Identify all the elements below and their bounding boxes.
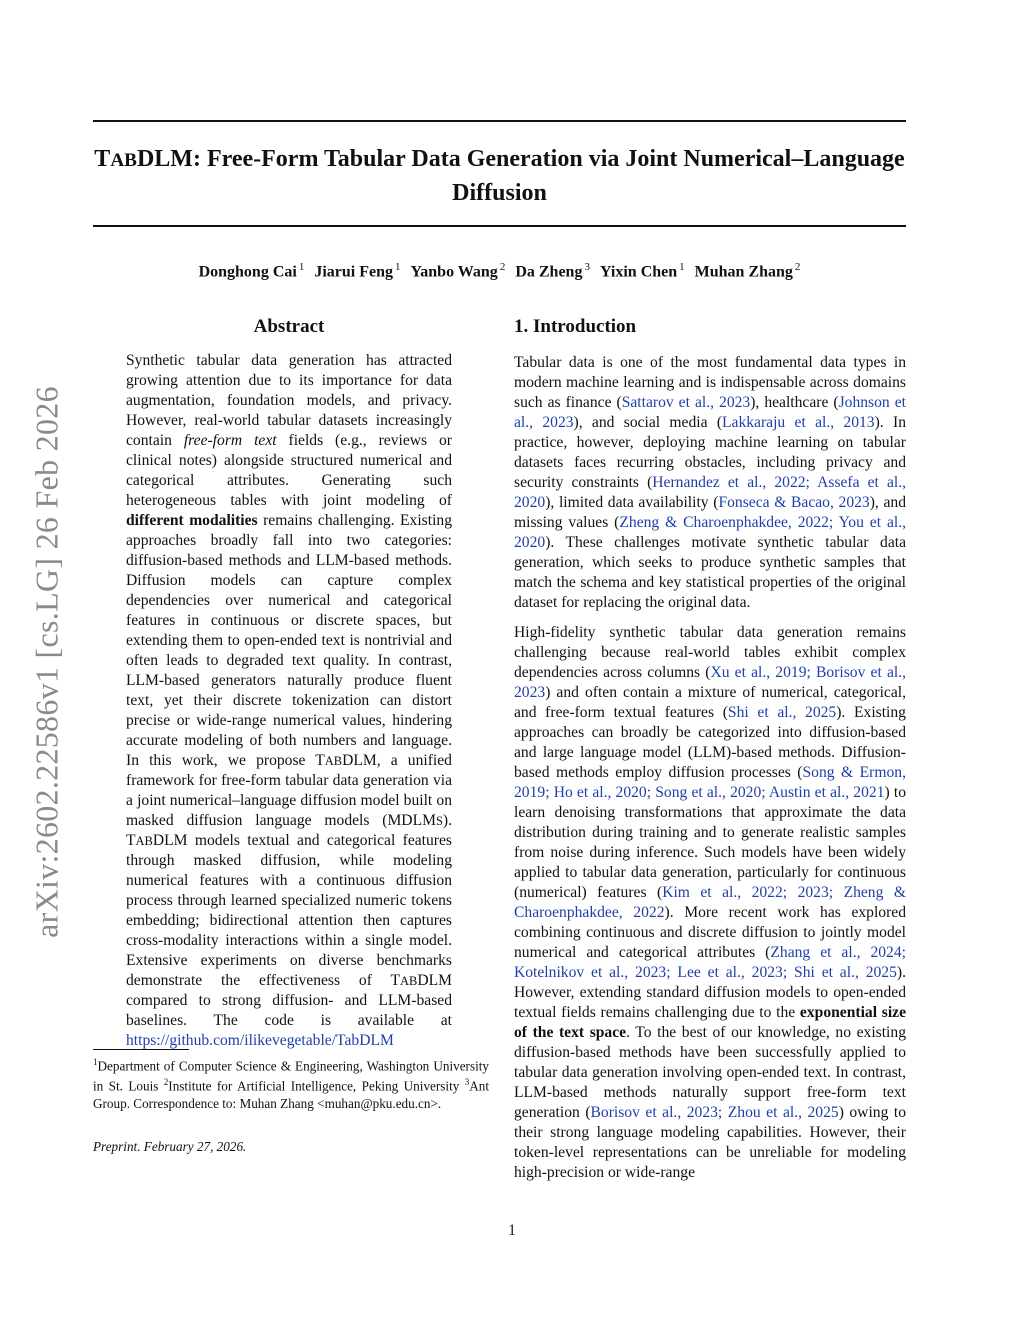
body-text: ), limited data availability ( bbox=[545, 494, 719, 511]
author-affiliation-mark: 2 bbox=[794, 261, 801, 273]
title-small-caps: AB bbox=[110, 150, 137, 171]
citation-separator: ; bbox=[828, 514, 839, 531]
abstract-text: DLM models textual and categorical features through masked diffusion, while modeling numerical features with a continuous diffusion process through learned specialized numeric tokens embedding; bidirectional attention then captures cross-modality interactions within a single model. Extensive experiments on diverse benchmarks demonstrate the effectiveness of T bbox=[126, 832, 452, 989]
abstract-text: DLM, a unified framework for free-form tabular data generation via a joint numerical–language diffusion model built on masked diffusion language models (MDLM bbox=[126, 752, 452, 829]
footnote-mark: 2 bbox=[163, 1077, 169, 1088]
author bbox=[314, 261, 400, 281]
citation-link[interactable]: Assefa et al., 2020 bbox=[514, 474, 907, 511]
body-text: High-fidelity synthetic tabular data generation remains challenging because real-world tables exhibit complex dependencies across columns ( bbox=[514, 624, 906, 681]
footnote-mark: 3 bbox=[464, 1077, 470, 1088]
author-name: Jiarui Feng bbox=[314, 263, 393, 281]
abstract-text: remains challenging. Existing approaches broadly fall into two categories: diffusion-based methods and LLM-based methods. Diffusion models can capture complex dependencies over numerical and categorical features in continuous or discrete spaces, but extending them to open-ended text is nontrivial and often leads to degraded text quality. In contrast, LLM-based generators naturally produce fluent text, yet their discrete tokenization can distort precise or wide-range numerical values, hindering accurate modeling of both numbers and language. In this work, we propose T bbox=[126, 512, 452, 769]
page-number: 1 bbox=[508, 1222, 516, 1239]
citation-link[interactable]: Sattarov et al., 2023 bbox=[621, 394, 751, 411]
citation-link[interactable]: You et al., 2020 bbox=[514, 514, 907, 551]
citation-link[interactable]: Austin et al., 2021 bbox=[768, 784, 885, 801]
citation-link[interactable]: Kim et al., 2022 bbox=[662, 884, 783, 901]
citation-separator: ; bbox=[782, 964, 795, 981]
author-affiliation-mark: 1 bbox=[395, 261, 401, 273]
footnote-text: Ant Group. Correspondence to: Muhan Zhang <muhan@pku.edu.cn>. bbox=[93, 1078, 490, 1111]
abstract-bold-text: different modalities bbox=[126, 512, 258, 529]
abstract-heading: Abstract bbox=[253, 316, 325, 337]
citation-link[interactable]: Xu et al., 2019 bbox=[710, 664, 807, 681]
author-name: Yanbo Wang bbox=[410, 263, 498, 281]
citation-separator: ; bbox=[806, 664, 816, 681]
code-repository-link[interactable]: https://github.com/ilikevegetable/TabDLM bbox=[126, 1032, 394, 1049]
body-text: ). These challenges motivate synthetic tabular data generation, which seeks to produce synthetic samples that match the schema and key statistical properties of the original dataset for replacing the original data. bbox=[514, 534, 906, 611]
citation-link[interactable]: Ho et al., 2020 bbox=[553, 784, 647, 801]
citation-separator: ; bbox=[782, 884, 798, 901]
footnote-text: Department of Computer Science & Engineering, Washington University in St. Louis bbox=[93, 1058, 489, 1094]
body-text: Tabular data is one of the most fundamental data types in modern machine learning and is indispensable across domains such as finance ( bbox=[514, 354, 906, 411]
abstract-paragraph bbox=[126, 351, 452, 1051]
author-name: Donghong Cai bbox=[198, 263, 297, 281]
author-name: Muhan Zhang bbox=[694, 263, 793, 281]
citation-separator: ; bbox=[901, 944, 906, 961]
author-affiliation-mark: 2 bbox=[499, 261, 506, 273]
method-name-small-caps: AB bbox=[324, 754, 343, 768]
body-text: ). Existing approaches can broadly be categorized into diffusion-based and large language model (LLM)-based methods. Diffusion-based methods employ diffusion processes ( bbox=[514, 704, 906, 781]
abstract-body bbox=[126, 351, 452, 1051]
footnote-text: Institute for Artificial Intelligence, Peking University bbox=[168, 1078, 465, 1094]
citation-link[interactable]: Kotelnikov et al., 2023 bbox=[514, 964, 667, 981]
author-affiliation-mark: 1 bbox=[679, 261, 685, 273]
body-text: ) to learn denoising transformations that approximate the data distribution during training and to generate realistic samples from noise during inference. Such models have been widely applied to tabular data generation, particularly for continuous (numerical) features ( bbox=[514, 784, 906, 901]
body-text: ) owing to their strong language modeling capabilities. However, their token-level representations can be unreliable for modeling high-precision or wide-range bbox=[514, 1104, 907, 1181]
citation-link[interactable]: 2023 bbox=[797, 884, 829, 901]
citation-separator: ; bbox=[805, 474, 818, 491]
method-name-small-caps: AB bbox=[135, 834, 153, 848]
citation-link[interactable]: Borisov et al., 2023 bbox=[590, 1104, 718, 1121]
body-text: ). More recent work has explored combining continuous and discrete diffusion to jointly model numerical and categorical attributes ( bbox=[514, 904, 906, 961]
abstract-italic-text: free-form text bbox=[183, 432, 277, 449]
body-text: ). In practice, however, deploying machine learning on tabular datasets faces recurring obstacles, including privacy and security constraints ( bbox=[514, 414, 906, 491]
abstract-text: Synthetic tabular data generation has attracted growing attention due to its importance for data augmentation, foundation models, and privacy. However, real-world tabular datasets increasingly contain bbox=[126, 352, 452, 449]
author bbox=[411, 261, 506, 281]
body-text: ) and often contain a mixture of numerical, categorical, and free-form textual features ( bbox=[514, 684, 906, 721]
citation-link[interactable]: Shi et al., 2025 bbox=[727, 704, 837, 721]
abstract-text: fields (e.g., reviews or clinical notes) alongside structured numerical and categorical attributes. Generating such heterogeneous tables with joint modeling of bbox=[126, 432, 452, 509]
title-top-rule bbox=[93, 120, 906, 122]
introduction-paragraph bbox=[514, 353, 906, 613]
author-affiliation-mark: 3 bbox=[584, 261, 590, 273]
title-rest: DLM: Free-Form Tabular Data Generation via Joint Numerical–Language Diffusion bbox=[136, 146, 905, 206]
citation-link[interactable]: Lee et al., 2023 bbox=[677, 964, 783, 981]
section-heading-introduction: 1. Introduction bbox=[514, 316, 637, 337]
method-name-small-caps: S bbox=[435, 814, 443, 828]
citation-separator: ; bbox=[646, 784, 656, 801]
paper-title bbox=[93, 143, 906, 209]
introduction-body bbox=[514, 353, 906, 1183]
citation-separator: ; bbox=[666, 964, 678, 981]
author-name: Yixin Chen bbox=[599, 263, 678, 281]
citation-link[interactable]: Johnson et al., 2023 bbox=[514, 394, 906, 431]
body-text: ). However, extending standard diffusion models to open-ended textual fields remains challenging due to the bbox=[514, 964, 906, 1021]
emphasized-text: exponential size of the text space bbox=[514, 1004, 906, 1041]
title-bottom-rule bbox=[93, 225, 906, 227]
citation-link[interactable]: Lakkaraju et al., 2013 bbox=[722, 414, 875, 431]
introduction-paragraph bbox=[514, 623, 906, 1183]
author bbox=[199, 261, 305, 281]
citation-separator: ; bbox=[717, 1104, 728, 1121]
body-text: ), and missing values ( bbox=[514, 494, 906, 531]
author-list bbox=[93, 261, 906, 281]
citation-link[interactable]: Hernandez et al., 2022 bbox=[652, 474, 806, 491]
citation-separator: ; bbox=[828, 884, 844, 901]
method-name-small-caps: AB bbox=[400, 974, 418, 988]
author-affiliation-mark: 1 bbox=[298, 261, 305, 273]
body-text: . To the best of our knowledge, no existing diffusion-based methods have been successfully applied to tabular data generation involving open-ended text. In contrast, LLM-based methods naturally support free-form text generation ( bbox=[514, 1024, 906, 1121]
footnote-rule bbox=[93, 1049, 189, 1050]
citation-link[interactable]: Borisov et al., 2023 bbox=[514, 664, 907, 701]
author bbox=[515, 261, 590, 281]
body-text: ), and social media ( bbox=[573, 414, 723, 431]
preprint-notice: Preprint. February 27, 2026. bbox=[93, 1139, 247, 1154]
citation-link[interactable]: Zheng & Charoenphakdee, 2022 bbox=[619, 514, 829, 531]
citation-link[interactable]: Zhang et al., 2024 bbox=[770, 944, 902, 961]
citation-link[interactable]: Song et al., 2020 bbox=[655, 784, 762, 801]
citation-link[interactable]: Fonseca & Bacao, 2023 bbox=[718, 494, 870, 511]
arxiv-identifier-text: arXiv:2602.22586v1 [cs.LG] 26 Feb 2026 bbox=[28, 386, 65, 938]
author bbox=[600, 261, 685, 281]
author bbox=[695, 261, 801, 281]
title-initial: T bbox=[94, 146, 111, 172]
affiliations-footnote bbox=[93, 1054, 489, 1112]
body-text: ), healthcare ( bbox=[750, 394, 839, 411]
citation-link[interactable]: Shi et al., 2025 bbox=[794, 964, 897, 981]
citation-link[interactable]: Zhou et al., 2025 bbox=[727, 1104, 839, 1121]
citation-separator: ; bbox=[761, 784, 769, 801]
footnote-mark: 1 bbox=[93, 1057, 98, 1067]
citation-link[interactable]: Zheng & Charoenphakdee, 2022 bbox=[514, 884, 906, 921]
citation-link[interactable]: Song & Ermon, 2019 bbox=[514, 764, 906, 801]
abstract-text: DLM compared to strong diffusion- and LLM-based baselines. The code is available at bbox=[126, 972, 452, 1029]
abstract-text: ). T bbox=[126, 812, 452, 849]
citation-separator: ; bbox=[545, 784, 554, 801]
author-name: Da Zheng bbox=[515, 263, 583, 281]
arxiv-identifier-margin bbox=[22, 372, 72, 952]
